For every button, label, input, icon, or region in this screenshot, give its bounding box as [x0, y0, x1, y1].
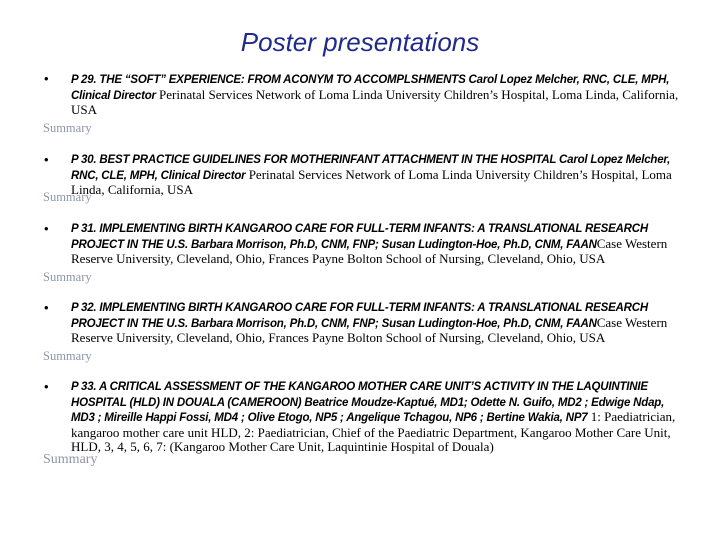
bullet-icon: • — [44, 71, 49, 86]
entry-text — [71, 152, 683, 198]
bullet-icon: • — [44, 221, 49, 236]
entry-affiliation: Case Western Reserve University, Cleveland, Ohio, Frances Payne Bolton School of Nursing, Cleveland, Ohio, USA — [71, 314, 668, 345]
entry-title: P 32. IMPLEMENTING BIRTH KANGAROO CARE FOR FULL-TERM INFANTS: A TRANSLATIONAL RESEARCH PROJECT IN THE U.S. Barbara Morrison, Ph.D, CNM, FNP; Susan Ludington-Hoe, Ph.D, CNM, FAAN — [71, 302, 648, 330]
summary-link[interactable]: Summary — [43, 452, 98, 467]
bullet-icon: • — [44, 300, 49, 315]
summary-link[interactable]: Summary — [43, 349, 92, 363]
entry-title: P 29. THE “SOFT” EXPERIENCE: FROM ACONYM TO ACCOMPLSHMENTS Carol Lopez Melcher, RNC, CLE, MPH, Clinical Director — [71, 74, 670, 102]
entry-text — [71, 300, 683, 346]
entry-affiliation: Perinatal Services Network of Loma Linda University Children’s Hospital, Loma Linda, California, USA — [71, 86, 679, 117]
bullet-icon: • — [44, 152, 49, 167]
entry-affiliation: Perinatal Services Network of Loma Linda University Children’s Hospital, Loma Linda, California, USA — [71, 166, 672, 197]
entry-title: P 33. A CRITICAL ASSESSMENT OF THE KANGAROO MOTHER CARE UNIT’S ACTIVITY IN THE LAQUINTINIE HOSPITAL (HLD) IN DOUALA (CAMEROON) Beatrice Moudze-Kaptué, MD1; Odette N. Guifo, MD2 ; Edwige Ndap, MD3 ; Mireille Happi Fossi, MD4 ; Olive Etogo, NP5 ; Angelique Tchagou, NP6 ; Bertine Wakia, NP7 — [71, 381, 665, 424]
bullet-icon: • — [44, 379, 49, 394]
entry-title: P 30. BEST PRACTICE GUIDELINES FOR MOTHERINFANT ATTACHMENT IN THE HOSPITAL Carol Lopez Melcher, RNC, CLE, MPH, Clinical Director — [71, 154, 671, 182]
entry-affiliation: 1: Paediatrician, kangaroo mother care unit HLD, 2: Paediatrician, Chief of the Paediatric Department, Kangaroo Mother Care Unit, HLD, 3, 4, 5, 6, 7: (Kangaroo Mother Care Unit, Laquintinie Hospital of Douala) — [71, 409, 676, 454]
summary-link[interactable]: Summary — [43, 270, 92, 284]
summary-link[interactable]: Summary — [43, 121, 92, 135]
entry-affiliation: Case Western Reserve University, Cleveland, Ohio, Frances Payne Bolton School of Nursing, Cleveland, Ohio, USA — [71, 235, 668, 266]
page-title: Poster presentations — [240, 27, 480, 57]
entry-text — [71, 72, 683, 118]
summary-link[interactable]: Summary — [43, 190, 92, 204]
entry-text — [71, 379, 683, 455]
entry-text — [71, 221, 683, 267]
entry-title: P 31. IMPLEMENTING BIRTH KANGAROO CARE FOR FULL-TERM INFANTS: A TRANSLATIONAL RESEARCH PROJECT IN THE U.S. Barbara Morrison, Ph.D, CNM, FNP; Susan Ludington-Hoe, Ph.D, CNM, FAAN — [71, 223, 648, 251]
